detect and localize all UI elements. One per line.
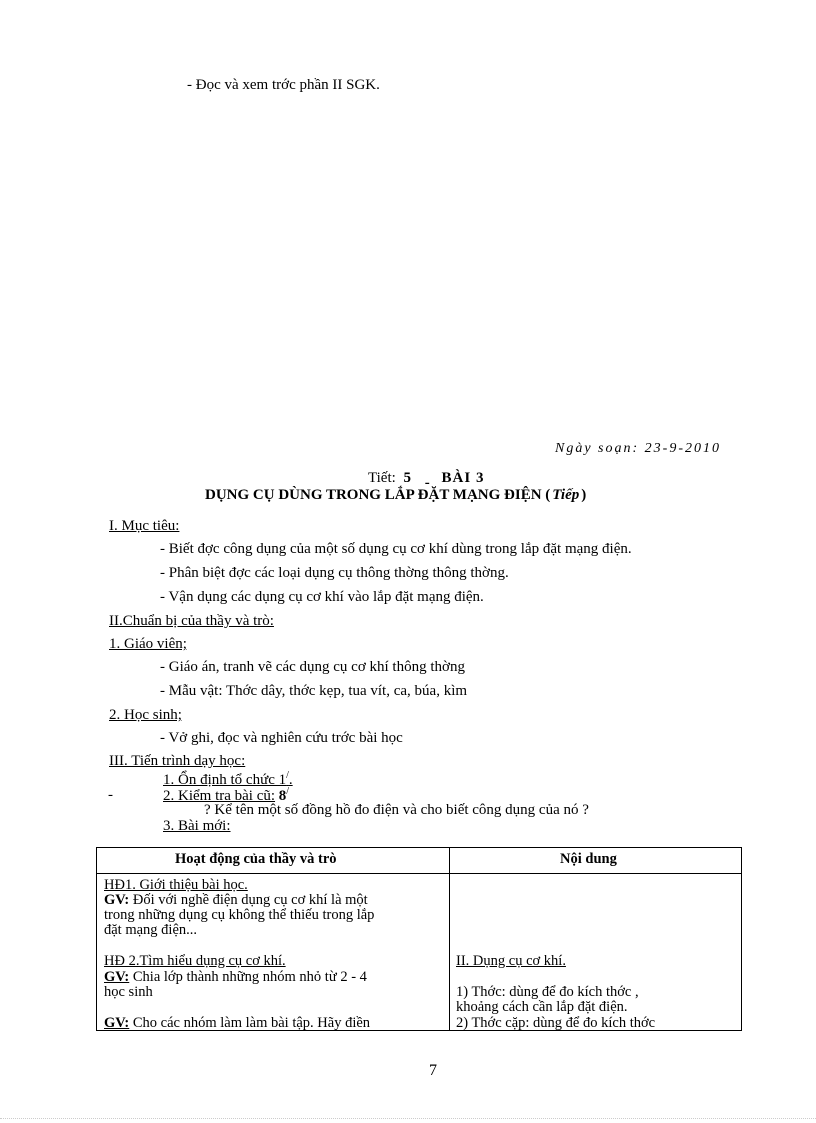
step-2-sup: / — [286, 786, 290, 797]
objective-item: - Vận dụng các dụng cụ cơ khí vào lắp đặt mạng điện. — [160, 589, 484, 605]
table-column-divider — [449, 848, 450, 1030]
objective-item: - Biết đợc công dụng của một số dụng cụ cơ khí dùng trong lắp đặt mạng điện. — [160, 541, 632, 557]
hd1-title: HĐ1. Giới thiệu bài học. — [104, 877, 248, 893]
teacher-heading: 1. Giáo viên; — [109, 636, 187, 652]
step-1-sup: / — [286, 770, 289, 781]
gv-label: GV: — [104, 969, 130, 985]
tools-heading: II. Dụng cụ cơ khí. — [456, 953, 566, 969]
hd2-line-3-text: Cho các nhóm làm làm bài tập. Hãy điền — [129, 1015, 371, 1031]
hd2-line-1-text: Chia lớp thành những nhóm nhỏ từ 2 - 4 — [129, 969, 367, 985]
gv-label: GV: — [104, 892, 130, 908]
lesson-label: BÀI 3 — [441, 470, 485, 486]
teacher-item: - Mẫu vật: Thớc dây, thớc kẹp, tua vít, ca, búa, kìm — [160, 683, 468, 699]
table-header-divider — [97, 873, 741, 874]
step-1-dot: . — [288, 772, 293, 788]
step-2-text: 2. Kiểm tra bài cũ: — [163, 788, 276, 804]
hd2-title: HĐ 2.Tìm hiểu dụng cụ cơ khí. — [104, 953, 286, 969]
period-number: 5 — [403, 470, 412, 486]
lesson-title — [205, 487, 586, 504]
review-question: ? Kể tên một số đồng hồ đo điện và cho biết công dụng của nó ? — [204, 802, 589, 818]
objectives-heading: I. Mục tiêu: — [109, 518, 180, 534]
top-note: - Đọc và xem trớc phần II SGK. — [187, 77, 380, 93]
student-item: - Vở ghi, đọc và nghiên cứu trớc bài học — [160, 730, 403, 746]
table-header-content: Nội dung — [560, 851, 617, 867]
gv-label: GV: — [104, 1015, 130, 1031]
objective-item: - Phân biệt đợc các loại dụng cụ thông thờng thông thờng. — [160, 565, 509, 581]
procedure-heading: III. Tiến trình dạy học: — [109, 753, 246, 769]
heading-dash: - — [424, 475, 430, 491]
margin-dash: - — [108, 787, 113, 803]
teacher-item: - Giáo án, tranh vẽ các dụng cụ cơ khí thông thờng — [160, 659, 465, 675]
hd1-line-2: trong những dụng cụ không thể thiếu trong lắp — [104, 907, 375, 923]
period-label: Tiết: — [368, 470, 396, 486]
page-bottom-rule — [0, 1118, 816, 1119]
step-1-text: 1. Ổn định tổ chức 1 — [163, 772, 287, 788]
lesson-title-close: ) — [581, 487, 587, 503]
preparation-heading: II.Chuẩn bị của thầy và trò: — [109, 613, 274, 629]
step-3: 3. Bài mới: — [163, 818, 231, 834]
hd2-line-1 — [104, 970, 367, 985]
table-header-activities: Hoạt động của thầy và trò — [175, 851, 337, 867]
hd2-line-3 — [104, 1016, 370, 1031]
lesson-table — [96, 847, 742, 1031]
step-2-time: 8 — [278, 788, 287, 804]
tool-item-2-line-1: 2) Thớc cặp: dùng để đo kích thớc — [456, 1015, 656, 1031]
lesson-heading — [368, 470, 485, 491]
page-number: 7 — [429, 1062, 437, 1079]
hd1-line-1 — [104, 893, 368, 908]
student-heading: 2. Học sinh; — [109, 707, 182, 723]
date-line: Ngày soạn: 23-9-2010 — [555, 441, 721, 456]
hd1-line-1-text: Đối với nghề điện dụng cụ cơ khí là một — [129, 892, 368, 908]
lesson-title-text: DỤNG CỤ DÙNG TRONG LẮP ĐẶT MẠNG ĐIỆN ( — [205, 487, 551, 503]
lesson-title-italic: Tiếp — [552, 487, 580, 503]
hd1-line-3: đặt mạng điện... — [104, 922, 198, 938]
hd2-line-2: học sinh — [104, 984, 153, 1000]
tool-item-1-line-2: khoảng cách cần lắp đặt điện. — [456, 999, 628, 1015]
tool-item-1-line-1: 1) Thớc: dùng để đo kích thớc , — [456, 984, 639, 1000]
